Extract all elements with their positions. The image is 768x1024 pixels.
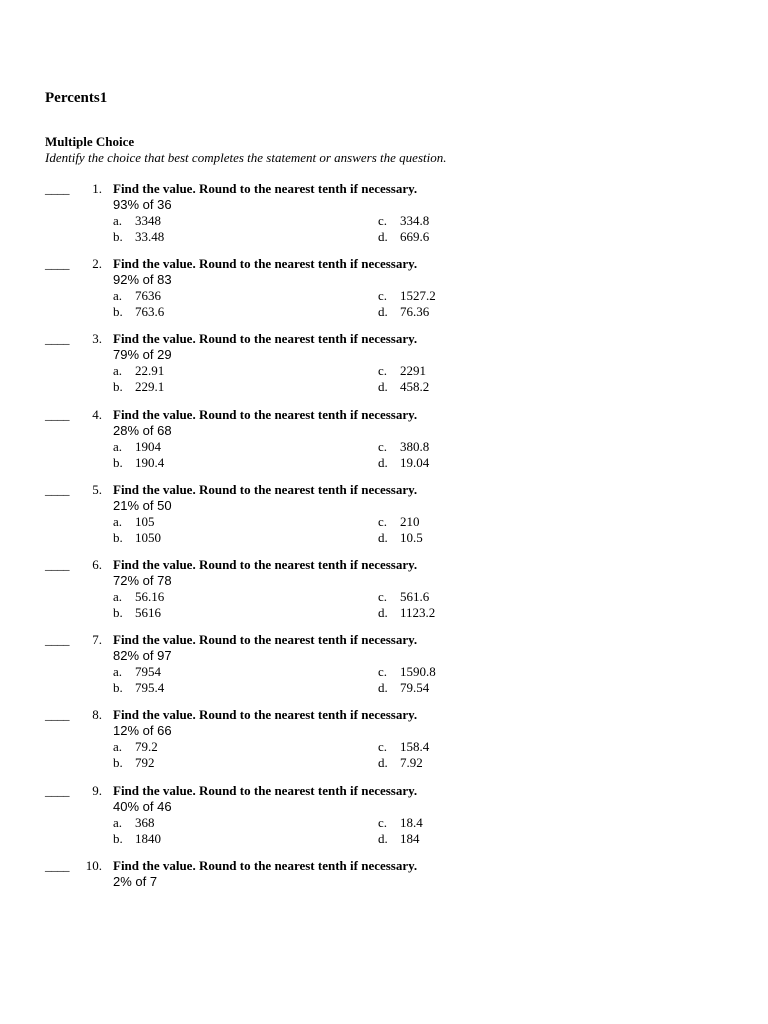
question-expression: 40% of 46 xyxy=(113,798,172,814)
answer-choice xyxy=(378,229,429,245)
question-item xyxy=(0,482,768,557)
choice-letter: d. xyxy=(378,830,388,846)
question-expression: 82% of 97 xyxy=(113,648,172,664)
answer-choice xyxy=(378,605,435,621)
choice-letter: c. xyxy=(378,288,388,304)
question-stem: Find the value. Round to the nearest tenth if necessary. xyxy=(113,857,418,873)
choice-value: 380.8 xyxy=(400,438,430,454)
choice-value: 7954 xyxy=(135,664,161,680)
question-number: 7. xyxy=(92,632,102,648)
question-list xyxy=(0,181,768,933)
question-stem: Find the value. Round to the nearest tenth if necessary. xyxy=(113,481,418,497)
question-number: 2. xyxy=(92,256,102,272)
question-expression: 72% of 78 xyxy=(113,572,172,588)
choice-value: 190.4 xyxy=(135,454,165,470)
answer-choice xyxy=(378,664,436,680)
choice-value: 18.4 xyxy=(400,814,423,830)
answer-blank: ____ xyxy=(45,481,69,497)
choice-value: 19.04 xyxy=(400,454,430,470)
choice-value: 10.5 xyxy=(400,529,423,545)
answer-choice xyxy=(113,755,155,771)
choice-value: 79.54 xyxy=(400,680,430,696)
choice-letter: c. xyxy=(378,588,388,604)
choice-letter: a. xyxy=(113,438,123,454)
choice-letter: d. xyxy=(378,379,388,395)
answer-choice xyxy=(113,455,164,471)
choice-value: 561.6 xyxy=(400,588,430,604)
answer-choice xyxy=(378,288,436,304)
choice-letter: c. xyxy=(378,213,388,228)
answer-blank: ____ xyxy=(45,556,69,572)
choice-value: 458.2 xyxy=(400,379,430,395)
choice-letter: c. xyxy=(378,363,388,379)
choice-value: 76.36 xyxy=(400,304,430,320)
choice-letter: c. xyxy=(378,814,388,830)
question-expression: 79% of 29 xyxy=(113,347,172,363)
choice-value: 229.1 xyxy=(135,379,165,395)
answer-choice xyxy=(378,379,429,395)
choice-value: 5616 xyxy=(135,604,161,620)
question-item xyxy=(0,858,768,933)
choice-letter: b. xyxy=(113,229,123,244)
answer-blank: ____ xyxy=(45,331,69,347)
question-stem: Find the value. Round to the nearest tenth if necessary. xyxy=(113,632,418,648)
answer-choice xyxy=(113,379,164,395)
question-expression: 21% of 50 xyxy=(113,497,172,513)
answer-choice xyxy=(113,363,164,379)
choice-letter: b. xyxy=(113,680,123,696)
choice-letter: a. xyxy=(113,213,123,228)
question-number: 4. xyxy=(92,406,102,422)
question-number: 6. xyxy=(92,556,102,572)
question-item xyxy=(0,331,768,406)
choice-letter: d. xyxy=(378,229,388,244)
question-stem: Find the value. Round to the nearest tenth if necessary. xyxy=(113,556,418,572)
choice-value: 1527.2 xyxy=(400,288,436,304)
answer-blank: ____ xyxy=(45,406,69,422)
instructions: Identify the choice that best completes the statement or answers the question. xyxy=(45,150,447,165)
choice-letter: c. xyxy=(378,438,388,454)
choice-value: 105 xyxy=(135,513,155,529)
question-stem: Find the value. Round to the nearest tenth if necessary. xyxy=(113,707,418,723)
answer-choice xyxy=(113,229,164,245)
question-stem: Find the value. Round to the nearest tenth if necessary. xyxy=(113,406,418,422)
choice-value: 33.48 xyxy=(135,229,165,244)
answer-choice xyxy=(113,605,161,621)
answer-choice xyxy=(113,439,161,455)
choice-value: 7.92 xyxy=(400,755,423,771)
choice-letter: c. xyxy=(378,664,388,680)
answer-choice xyxy=(113,288,161,304)
choice-value: 795.4 xyxy=(135,680,165,696)
question-item xyxy=(0,632,768,707)
choice-letter: d. xyxy=(378,454,388,470)
question-number: 3. xyxy=(92,331,102,347)
question-item xyxy=(0,783,768,858)
question-expression: 12% of 66 xyxy=(113,723,172,739)
answer-choice xyxy=(113,664,161,680)
choice-value: 22.91 xyxy=(135,363,165,379)
answer-blank: ____ xyxy=(45,632,69,648)
question-stem: Find the value. Round to the nearest tenth if necessary. xyxy=(113,256,418,272)
answer-choice xyxy=(378,755,423,771)
choice-value: 1590.8 xyxy=(400,664,436,680)
answer-blank: ____ xyxy=(45,707,69,723)
choice-value: 334.8 xyxy=(400,213,430,228)
answer-choice xyxy=(113,815,155,831)
question-expression: 2% of 7 xyxy=(113,873,158,889)
answer-choice xyxy=(113,514,155,530)
choice-value: 184 xyxy=(400,830,420,846)
answer-choice xyxy=(378,680,429,696)
question-number: 8. xyxy=(92,707,102,723)
answer-choice xyxy=(378,455,429,471)
choice-value: 763.6 xyxy=(135,304,165,320)
answer-blank: ____ xyxy=(45,256,69,272)
document-title: Percents1 xyxy=(45,90,108,106)
choice-letter: b. xyxy=(113,304,123,320)
choice-letter: b. xyxy=(113,830,123,846)
choice-letter: d. xyxy=(378,604,388,620)
choice-value: 158.4 xyxy=(400,739,430,755)
choice-value: 79.2 xyxy=(135,739,158,755)
question-number: 5. xyxy=(92,481,102,497)
choice-value: 210 xyxy=(400,513,420,529)
answer-choice xyxy=(113,530,161,546)
choice-letter: d. xyxy=(378,529,388,545)
answer-choice xyxy=(113,589,164,605)
question-number: 1. xyxy=(92,181,102,196)
choice-value: 1904 xyxy=(135,438,161,454)
answer-choice xyxy=(378,815,423,831)
answer-choice xyxy=(113,739,158,755)
question-item xyxy=(0,407,768,482)
choice-letter: a. xyxy=(113,363,123,379)
answer-choice xyxy=(113,304,164,320)
choice-letter: a. xyxy=(113,664,123,680)
answer-choice xyxy=(378,213,429,229)
question-stem: Find the value. Round to the nearest tenth if necessary. xyxy=(113,181,418,196)
choice-letter: a. xyxy=(113,814,123,830)
question-item xyxy=(0,707,768,782)
choice-letter: d. xyxy=(378,680,388,696)
choice-letter: a. xyxy=(113,513,123,529)
choice-value: 1840 xyxy=(135,830,161,846)
question-number: 10. xyxy=(85,857,102,873)
answer-blank: ____ xyxy=(45,782,69,798)
question-expression: 28% of 68 xyxy=(113,422,172,438)
choice-value: 3348 xyxy=(135,213,161,228)
answer-choice xyxy=(378,514,420,530)
choice-value: 1123.2 xyxy=(400,604,436,620)
question-stem: Find the value. Round to the nearest tenth if necessary. xyxy=(113,782,418,798)
answer-choice xyxy=(378,530,423,546)
choice-value: 56.16 xyxy=(135,588,165,604)
answer-choice xyxy=(378,589,429,605)
choice-letter: d. xyxy=(378,755,388,771)
choice-letter: a. xyxy=(113,288,123,304)
question-expression: 93% of 36 xyxy=(113,197,172,212)
question-stem: Find the value. Round to the nearest tenth if necessary. xyxy=(113,331,418,347)
answer-choice xyxy=(113,831,161,847)
answer-choice xyxy=(378,831,420,847)
question-expression: 92% of 83 xyxy=(113,272,172,288)
choice-value: 669.6 xyxy=(400,229,430,244)
answer-choice xyxy=(378,304,429,320)
section-title: Multiple Choice xyxy=(45,134,135,149)
question-item xyxy=(0,256,768,331)
answer-choice xyxy=(378,363,426,379)
answer-blank: ____ xyxy=(45,181,69,196)
answer-choice xyxy=(113,680,164,696)
choice-letter: b. xyxy=(113,604,123,620)
question-item xyxy=(0,181,768,256)
choice-value: 2291 xyxy=(400,363,426,379)
choice-value: 792 xyxy=(135,755,155,771)
choice-letter: c. xyxy=(378,739,388,755)
choice-value: 7636 xyxy=(135,288,161,304)
choice-letter: b. xyxy=(113,529,123,545)
choice-value: 1050 xyxy=(135,529,161,545)
choice-letter: d. xyxy=(378,304,388,320)
choice-letter: b. xyxy=(113,755,123,771)
answer-choice xyxy=(378,439,429,455)
choice-letter: a. xyxy=(113,739,123,755)
answer-choice xyxy=(378,739,429,755)
choice-letter: c. xyxy=(378,513,388,529)
choice-value: 368 xyxy=(135,814,155,830)
choice-letter: b. xyxy=(113,379,123,395)
answer-choice xyxy=(113,213,161,229)
question-item xyxy=(0,557,768,632)
choice-letter: a. xyxy=(113,588,123,604)
choice-letter: b. xyxy=(113,454,123,470)
answer-blank: ____ xyxy=(45,857,69,873)
question-number: 9. xyxy=(92,782,102,798)
